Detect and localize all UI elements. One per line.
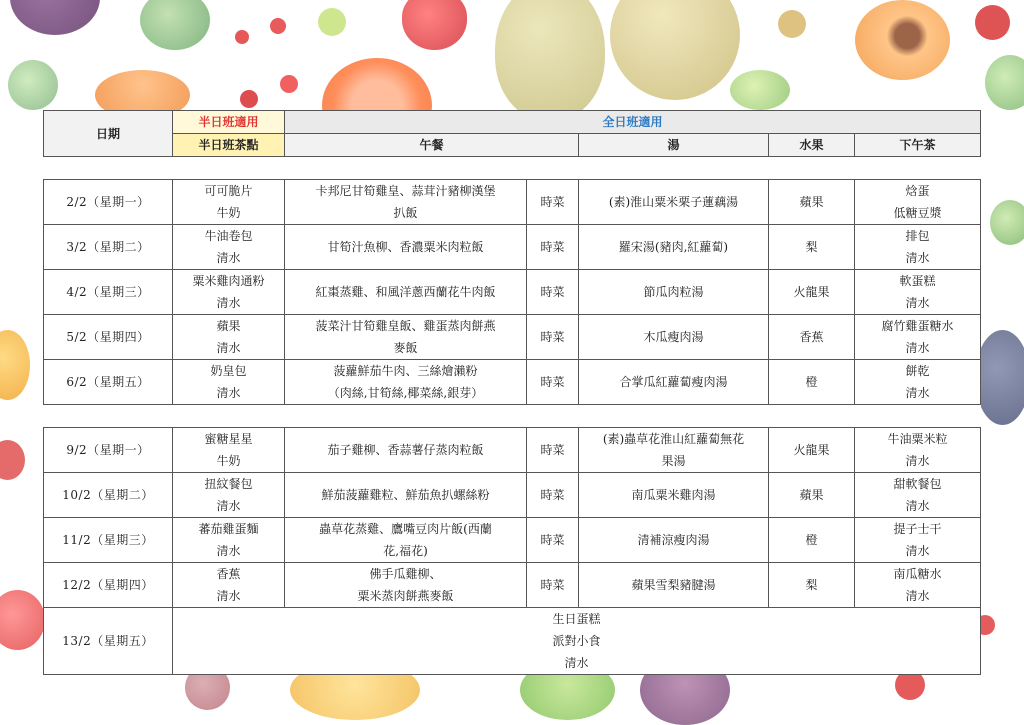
soup — [579, 428, 769, 473]
afternoon-tea-text: 腐竹雞蛋糖水 — [881, 319, 954, 333]
half-day-snack — [173, 270, 285, 315]
lunch-dish-text: 扒飯 — [393, 206, 418, 220]
afternoon-tea — [855, 428, 981, 473]
half-day-snack-text: 清水 — [216, 544, 241, 558]
full-day-header: 全日班適用 — [285, 111, 981, 134]
half-day-snack — [173, 428, 285, 473]
melon-decoration — [990, 200, 1024, 245]
afternoon-tea-text: 清水 — [905, 454, 930, 468]
half-day-snack — [173, 563, 285, 608]
half-day-snack-text: 蕃茄雞蛋麵 — [198, 522, 259, 536]
afternoon-tea-header: 下午茶 — [855, 134, 981, 157]
soup-text: 合掌瓜紅蘿蔔瘦肉湯 — [619, 375, 728, 389]
afternoon-tea-text: 清水 — [905, 386, 930, 400]
soup-text: 果湯 — [661, 454, 686, 468]
soup-text: 羅宋湯(豬肉,紅蘿蔔) — [618, 240, 729, 254]
soup-text: 節瓜肉粒湯 — [643, 285, 704, 299]
afternoon-tea — [855, 563, 981, 608]
vegetable-text: 時菜 — [540, 443, 565, 457]
day-date — [44, 270, 173, 315]
half-day-snack — [173, 180, 285, 225]
vegetable-text: 時菜 — [540, 330, 565, 344]
half-day-header: 半日班適用 — [173, 111, 285, 134]
cherry-decoration — [0, 440, 25, 480]
plum-decoration — [10, 0, 100, 35]
half-day-snack-text: 牛奶 — [216, 206, 241, 220]
melon-decoration — [8, 60, 58, 110]
afternoon-tea-text: 焓蛋 — [905, 184, 930, 198]
lunch-dish-text: 佛手瓜雞柳、 — [369, 567, 442, 581]
half-day-snack-text: 粟米雞肉通粉 — [192, 274, 265, 288]
fruit — [769, 518, 855, 563]
half-day-snack-text: 牛奶 — [216, 454, 241, 468]
lunch-dish-text: 卡邦尼甘筍雞皇、蒜茸汁豬柳漢堡 — [315, 184, 496, 198]
menu-sheet — [43, 110, 980, 675]
nut-decoration — [778, 10, 806, 38]
lunch-dish — [285, 225, 527, 270]
cherry-decoration — [270, 18, 286, 34]
soup — [579, 563, 769, 608]
party-item: 清水 — [564, 656, 589, 670]
menu-day-row — [44, 180, 981, 225]
afternoon-tea — [855, 473, 981, 518]
day-date — [44, 473, 173, 518]
fruit — [769, 563, 855, 608]
menu-table — [43, 110, 981, 675]
lunch-dish-text: 甘筍汁魚柳、香濃粟米肉粒飯 — [327, 240, 484, 254]
fruit — [769, 180, 855, 225]
fruit-text: 梨 — [805, 240, 818, 254]
lunch-dish — [285, 360, 527, 405]
party-menu — [173, 608, 981, 675]
afternoon-tea-text: 清水 — [905, 341, 930, 355]
soup-text: (素)淮山粟米栗子蓮藕湯 — [608, 195, 739, 209]
half-day-snack-text: 清水 — [216, 251, 241, 265]
lunch-dish-text: 紅棗蒸雞、和風洋蔥西蘭花牛肉飯 — [315, 285, 496, 299]
half-day-snack-text: 清水 — [216, 296, 241, 310]
afternoon-tea-text: 餅乾 — [905, 364, 930, 378]
lunch-dish — [285, 315, 527, 360]
afternoon-tea-text: 清水 — [905, 251, 930, 265]
day-date-text: 4/2（星期三） — [66, 285, 150, 299]
lunch-dish-text: 茄子雞柳、香蒜薯仔蒸肉粒飯 — [327, 443, 484, 457]
afternoon-tea-text: 清水 — [905, 544, 930, 558]
soup — [579, 270, 769, 315]
day-date-text: 3/2（星期二） — [66, 240, 150, 254]
lunch-dish-text: 蟲草花蒸雞、鷹嘴豆肉片飯(西蘭 — [319, 522, 492, 536]
fruit — [769, 360, 855, 405]
vegetable — [527, 180, 579, 225]
lunch-dish — [285, 180, 527, 225]
vegetable-text: 時菜 — [540, 488, 565, 502]
soup — [579, 315, 769, 360]
afternoon-tea — [855, 270, 981, 315]
soup-text: 南瓜粟米雞肉湯 — [631, 488, 716, 502]
vegetable — [527, 428, 579, 473]
soup — [579, 360, 769, 405]
lunch-dish-text: 花,福花) — [383, 544, 428, 558]
fruit — [769, 428, 855, 473]
half-day-snack-text: 香蕉 — [216, 567, 241, 581]
soup — [579, 518, 769, 563]
day-date-text: 5/2（星期四） — [66, 330, 150, 344]
day-date-text: 9/2（星期一） — [66, 443, 150, 457]
day-date-text: 6/2（星期五） — [66, 375, 150, 389]
lunch-dish — [285, 473, 527, 518]
cherry-decoration — [280, 75, 298, 93]
half-day-snack — [173, 518, 285, 563]
header-row-top — [44, 111, 981, 134]
half-day-snack-text: 清水 — [216, 589, 241, 603]
vegetable-text: 時菜 — [540, 533, 565, 547]
soup-text: 清補涼瘦肉湯 — [637, 533, 710, 547]
lunch-dish-text: 菠蘿鮮茄牛肉、三絲燴瀨粉 — [333, 364, 478, 378]
menu-day-row — [44, 360, 981, 405]
fruit-text: 火龍果 — [793, 285, 830, 299]
half-day-snack-header: 半日班茶點 — [173, 134, 285, 157]
afternoon-tea-text: 低糖豆漿 — [893, 206, 942, 220]
half-day-snack-text: 清水 — [216, 386, 241, 400]
day-date-text: 10/2（星期二） — [62, 488, 154, 502]
soup-text: 木瓜瘦肉湯 — [643, 330, 704, 344]
half-day-snack — [173, 315, 285, 360]
vegetable — [527, 473, 579, 518]
afternoon-tea-text: 清水 — [905, 499, 930, 513]
day-date — [44, 518, 173, 563]
menu-day-row — [44, 473, 981, 518]
lunch-dish-text: 粟米蒸肉餅燕麥飯 — [357, 589, 454, 603]
afternoon-tea — [855, 315, 981, 360]
header-row-sub — [44, 134, 981, 157]
pear-decoration — [495, 0, 605, 120]
vegetable — [527, 563, 579, 608]
lunch-dish-text: 麥飯 — [393, 341, 418, 355]
vegetable — [527, 360, 579, 405]
afternoon-tea-text: 排包 — [905, 229, 930, 243]
pear-decoration — [610, 0, 740, 100]
half-day-snack — [173, 225, 285, 270]
half-day-snack-text: 蘋果 — [216, 319, 241, 333]
soup — [579, 225, 769, 270]
melon-decoration — [140, 0, 210, 50]
lunch-dish — [285, 563, 527, 608]
fruit — [769, 315, 855, 360]
fruit-text: 蘋果 — [799, 195, 824, 209]
melon-decoration — [985, 55, 1024, 110]
menu-day-row — [44, 563, 981, 608]
vegetable-text: 時菜 — [540, 195, 565, 209]
day-date — [44, 360, 173, 405]
vegetable-text: 時菜 — [540, 578, 565, 592]
strawberry-decoration — [0, 590, 45, 650]
vegetable-text: 時菜 — [540, 285, 565, 299]
day-date-text: 2/2（星期一） — [66, 195, 150, 209]
party-item: 生日蛋糕 — [552, 612, 601, 626]
lunch-dish — [285, 428, 527, 473]
fruit-text: 蘋果 — [799, 488, 824, 502]
half-day-snack-text: 可可脆片 — [204, 184, 253, 198]
vegetable — [527, 270, 579, 315]
party-row — [44, 608, 981, 675]
vegetable-text: 時菜 — [540, 375, 565, 389]
soup-header: 湯 — [579, 134, 769, 157]
day-date — [44, 563, 173, 608]
cherry-decoration — [235, 30, 249, 44]
menu-day-row — [44, 428, 981, 473]
vegetable-text: 時菜 — [540, 240, 565, 254]
afternoon-tea-text: 清水 — [905, 296, 930, 310]
half-day-snack — [173, 360, 285, 405]
soup — [579, 180, 769, 225]
half-day-snack-text: 清水 — [216, 499, 241, 513]
afternoon-tea-text: 清水 — [905, 589, 930, 603]
lunch-header: 午餐 — [285, 134, 579, 157]
cherry-decoration — [975, 5, 1010, 40]
half-day-snack-text: 清水 — [216, 341, 241, 355]
lunch-dish-text: 菠菜汁甘筍雞皇飯、雞蛋蒸肉餅燕 — [315, 319, 496, 333]
week-separator — [44, 157, 981, 180]
vegetable — [527, 518, 579, 563]
fruit — [769, 225, 855, 270]
soup-text: 蘋果雪梨豬腱湯 — [631, 578, 716, 592]
soup-text: (素)蟲草花淮山紅蘿蔔無花 — [602, 432, 745, 446]
week-separator — [44, 405, 981, 428]
week2-rows — [44, 428, 981, 608]
strawberry-decoration — [402, 0, 467, 50]
party-date: 13/2（星期五） — [44, 608, 173, 675]
afternoon-tea — [855, 360, 981, 405]
fruit-text: 香蕉 — [799, 330, 824, 344]
cherry-decoration — [240, 90, 258, 108]
afternoon-tea-text: 南瓜糖水 — [893, 567, 942, 581]
day-date — [44, 315, 173, 360]
afternoon-tea — [855, 180, 981, 225]
half-day-snack-text: 牛油卷包 — [204, 229, 253, 243]
half-day-snack-text: 扭紋餐包 — [204, 477, 253, 491]
fruit-text: 火龍果 — [793, 443, 830, 457]
lunch-dish-text: 鮮茄菠蘿雞粒、鮮茄魚扒螺絲粉 — [321, 488, 490, 502]
mango-decoration — [0, 330, 30, 400]
day-date — [44, 180, 173, 225]
lunch-dish-text: （肉絲,甘筍絲,椰菜絲,銀芽） — [327, 386, 484, 400]
grape-decoration — [318, 8, 346, 36]
afternoon-tea-text: 牛油粟米粒 — [887, 432, 948, 446]
fruit-text: 橙 — [805, 533, 818, 547]
menu-day-row — [44, 270, 981, 315]
vegetable — [527, 315, 579, 360]
afternoon-tea-text: 軟蛋糕 — [899, 274, 936, 288]
day-date-text: 11/2（星期三） — [62, 533, 154, 547]
day-date — [44, 225, 173, 270]
day-date — [44, 428, 173, 473]
afternoon-tea-text: 提子士干 — [893, 522, 942, 536]
menu-day-row — [44, 315, 981, 360]
afternoon-tea — [855, 225, 981, 270]
day-date-text: 12/2（星期四） — [62, 578, 154, 592]
afternoon-tea — [855, 518, 981, 563]
half-day-snack-text: 奶皇包 — [210, 364, 247, 378]
lunch-dish — [285, 518, 527, 563]
party-item: 派對小食 — [552, 634, 601, 648]
afternoon-tea-text: 甜軟餐包 — [893, 477, 942, 491]
fruit — [769, 270, 855, 315]
fruit-text: 橙 — [805, 375, 818, 389]
week1-rows — [44, 180, 981, 405]
fruit-text: 梨 — [805, 578, 818, 592]
vegetable — [527, 225, 579, 270]
half-day-snack-text: 蜜糖星星 — [204, 432, 253, 446]
date-header: 日期 — [44, 111, 173, 157]
menu-day-row — [44, 518, 981, 563]
fruit — [769, 473, 855, 518]
plum-decoration — [975, 330, 1024, 425]
menu-day-row — [44, 225, 981, 270]
lunch-dish — [285, 270, 527, 315]
soup — [579, 473, 769, 518]
half-day-snack — [173, 473, 285, 518]
fruit-header: 水果 — [769, 134, 855, 157]
apricot-decoration — [855, 0, 950, 80]
lime-decoration — [730, 70, 790, 110]
